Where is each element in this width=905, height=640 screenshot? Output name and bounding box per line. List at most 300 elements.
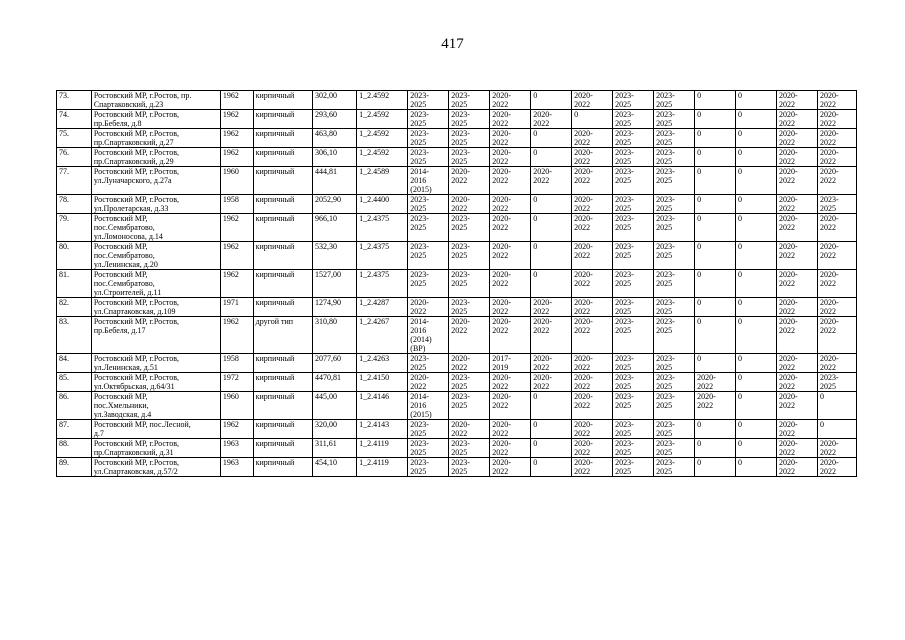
code-cell: 1_2.4375 [357,214,408,242]
period-cell: 2020- 2022 [817,242,856,270]
period-cell: 0 [736,439,777,458]
period-cell: 2023- 2025 [654,420,695,439]
page-number: 417 [441,36,464,52]
period-cell: 2020- 2022 [777,110,818,129]
period-cell: 2020- 2022 [777,91,818,110]
period-cell: 2020- 2022 [777,242,818,270]
period-cell: 2020- 2022 [572,373,613,392]
period-cell: 0 [531,242,572,270]
period-cell: 0 [695,214,736,242]
code-cell: 1_2.4375 [357,270,408,298]
period-cell: 2020- 2022 [572,270,613,298]
build-year-cell: 1962 [220,129,253,148]
code-cell: 1_2.4150 [357,373,408,392]
period-cell: 0 [695,195,736,214]
period-cell: 2023- 2025 [449,439,490,458]
table-row [57,392,857,420]
period-cell: 2020- 2022 [490,439,531,458]
row-number: 80. [57,242,92,270]
address-cell: Ростовский МР, пос.Лесной, д.7 [91,420,220,439]
period-cell: 0 [736,242,777,270]
table-row [57,91,857,110]
period-cell: 2020- 2022 [817,167,856,195]
period-cell: 2023- 2025 [449,214,490,242]
row-number: 73. [57,91,92,110]
period-cell: 2020- 2022 [531,298,572,317]
period-cell: 0 [817,392,856,420]
period-cell: 2020- 2022 [449,420,490,439]
build-year-cell: 1958 [220,354,253,373]
build-year-cell: 1963 [220,439,253,458]
table-row [57,148,857,167]
period-cell: 2020- 2022 [777,270,818,298]
period-cell: 2020- 2022 [572,91,613,110]
period-cell: 2020- 2022 [777,420,818,439]
period-cell: 2020- 2022 [777,373,818,392]
period-cell: 2020- 2022 [490,110,531,129]
code-cell: 1_2.4592 [357,91,408,110]
period-cell: 2023- 2025 [449,298,490,317]
table-row [57,270,857,298]
period-cell: 2020- 2022 [817,298,856,317]
period-cell: 2023- 2025 [654,270,695,298]
build-year-cell: 1962 [220,270,253,298]
period-cell: 2020- 2022 [490,373,531,392]
address-cell: Ростовский МР, г.Ростов, ул.Луначарского, д.27а [91,167,220,195]
period-cell: 2020- 2022 [490,242,531,270]
period-cell: 0 [531,148,572,167]
period-cell: 0 [695,439,736,458]
period-cell: 2020- 2022 [572,420,613,439]
code-cell: 1_2.4592 [357,129,408,148]
period-cell: 2020- 2022 [572,317,613,354]
period-cell: 2020- 2022 [817,110,856,129]
period-cell: 0 [695,148,736,167]
period-cell: 2023- 2025 [613,354,654,373]
period-cell: 2020- 2022 [777,458,818,477]
table-row [57,298,857,317]
period-cell: 0 [736,458,777,477]
period-cell: 2017- 2019 [490,354,531,373]
area-cell: 4470,81 [313,373,357,392]
period-cell: 2023- 2025 [654,195,695,214]
period-cell: 2023- 2025 [613,317,654,354]
period-cell: 2023- 2025 [408,242,449,270]
row-number: 74. [57,110,92,129]
code-cell: 1_2.4589 [357,167,408,195]
area-cell: 306,10 [313,148,357,167]
period-cell: 2023- 2025 [449,270,490,298]
period-cell: 2014- 2016 (2014) (ВР) [408,317,449,354]
period-cell: 2020- 2022 [572,242,613,270]
area-cell: 1274,90 [313,298,357,317]
area-cell: 1527,00 [313,270,357,298]
period-cell: 2023- 2025 [613,270,654,298]
wall-material-cell: кирпичный [253,392,312,420]
address-cell: Ростовский МР, пос.Хмельники, ул.Заводская, д.4 [91,392,220,420]
build-year-cell: 1962 [220,148,253,167]
period-cell: 0 [736,214,777,242]
table-row [57,242,857,270]
period-cell: 2023- 2025 [408,148,449,167]
period-cell: 2020- 2022 [817,214,856,242]
address-cell: Ростовский МР, г.Ростов, пр.Бебеля, д.17 [91,317,220,354]
wall-material-cell: кирпичный [253,354,312,373]
address-cell: Ростовский МР, г.Ростов, ул.Спартаковская, д.109 [91,298,220,317]
period-cell: 2020- 2022 [777,354,818,373]
period-cell: 2020- 2022 [572,458,613,477]
period-cell: 2023- 2025 [613,373,654,392]
period-cell: 2023- 2025 [613,129,654,148]
period-cell: 2020- 2022 [490,270,531,298]
period-cell: 2023- 2025 [449,458,490,477]
period-cell: 2020- 2022 [817,270,856,298]
period-cell: 0 [695,129,736,148]
area-cell: 311,61 [313,439,357,458]
period-cell: 0 [531,214,572,242]
period-cell: 2023- 2025 [449,242,490,270]
period-cell: 2023- 2025 [408,129,449,148]
period-cell: 2020- 2022 [531,110,572,129]
period-cell: 2020- 2022 [531,317,572,354]
period-cell: 0 [736,354,777,373]
period-cell: 2023- 2025 [654,317,695,354]
period-cell: 0 [736,392,777,420]
period-cell: 0 [736,270,777,298]
period-cell: 2023- 2025 [654,392,695,420]
period-cell: 0 [695,270,736,298]
row-number: 76. [57,148,92,167]
period-cell: 2023- 2025 [408,195,449,214]
period-cell: 2020- 2022 [695,373,736,392]
code-cell: 1_2.4263 [357,354,408,373]
period-cell: 2020- 2022 [572,167,613,195]
period-cell: 2023- 2025 [613,91,654,110]
period-cell: 2020- 2022 [490,129,531,148]
period-cell: 2020- 2022 [817,129,856,148]
period-cell: 2020- 2022 [490,148,531,167]
period-cell: 2023- 2025 [613,420,654,439]
period-cell: 2020- 2022 [490,91,531,110]
period-cell: 2023- 2025 [613,167,654,195]
table-row [57,110,857,129]
period-cell: 2020- 2022 [531,354,572,373]
period-cell: 2020- 2022 [449,354,490,373]
period-cell: 2020- 2022 [449,195,490,214]
wall-material-cell: кирпичный [253,242,312,270]
wall-material-cell: кирпичный [253,91,312,110]
period-cell: 0 [736,298,777,317]
build-year-cell: 1962 [220,420,253,439]
period-cell: 2020- 2022 [777,298,818,317]
period-cell: 2020- 2022 [490,195,531,214]
address-cell: Ростовский МР, г.Ростов, ул.Ленинская, д.51 [91,354,220,373]
area-cell: 463,80 [313,129,357,148]
build-year-cell: 1962 [220,214,253,242]
wall-material-cell: кирпичный [253,148,312,167]
period-cell: 2020- 2022 [777,214,818,242]
table-row [57,214,857,242]
area-cell: 2052,90 [313,195,357,214]
period-cell: 0 [736,195,777,214]
build-year-cell: 1958 [220,195,253,214]
code-cell: 1_2.4592 [357,110,408,129]
period-cell: 2023- 2025 [408,458,449,477]
period-cell: 2023- 2025 [654,373,695,392]
period-cell: 2023- 2025 [408,439,449,458]
code-cell: 1_2.4143 [357,420,408,439]
period-cell: 2023- 2025 [449,148,490,167]
area-cell: 444,81 [313,167,357,195]
code-cell: 1_2.4267 [357,317,408,354]
area-cell: 293,60 [313,110,357,129]
table-row [57,317,857,354]
wall-material-cell: кирпичный [253,420,312,439]
period-cell: 2020- 2022 [408,298,449,317]
period-cell: 2014- 2016 (2015) [408,392,449,420]
period-cell: 2023- 2025 [449,392,490,420]
period-cell: 2023- 2025 [613,439,654,458]
period-cell: 2023- 2025 [654,91,695,110]
period-cell: 0 [736,373,777,392]
period-cell: 2020- 2022 [777,129,818,148]
area-cell: 445,00 [313,392,357,420]
address-cell: Ростовский МР, г.Ростов, ул.Октябрьская, д.64/31 [91,373,220,392]
address-cell: Ростовский МР, пос.Семибратово, ул.Строителей, д.11 [91,270,220,298]
wall-material-cell: другой тип [253,317,312,354]
code-cell: 1_2.4287 [357,298,408,317]
period-cell: 2023- 2025 [654,214,695,242]
table-row [57,354,857,373]
period-cell: 0 [531,439,572,458]
period-cell: 0 [695,420,736,439]
period-cell: 2020- 2022 [572,129,613,148]
area-cell: 532,30 [313,242,357,270]
period-cell: 2023- 2025 [613,242,654,270]
address-cell: Ростовский МР, пос.Семибратово, ул.Ломоносова, д.14 [91,214,220,242]
period-cell: 2023- 2025 [408,91,449,110]
address-cell: Ростовский МР, г.Ростов, пр.Спартаковский, д.31 [91,439,220,458]
period-cell: 2020- 2022 [490,317,531,354]
address-cell: Ростовский МР, г.Ростов, ул.Спартаковская, д.57/2 [91,458,220,477]
address-cell: Ростовский МР, г.Ростов, пр.Бебеля, д.8 [91,110,220,129]
address-cell: Ростовский МР, г.Ростов, ул.Пролетарская, д.33 [91,195,220,214]
code-cell: 1_2.4592 [357,148,408,167]
period-cell: 2023- 2025 [654,148,695,167]
wall-material-cell: кирпичный [253,458,312,477]
row-number: 84. [57,354,92,373]
period-cell: 2023- 2025 [654,458,695,477]
build-year-cell: 1962 [220,91,253,110]
wall-material-cell: кирпичный [253,110,312,129]
period-cell: 2023- 2025 [654,439,695,458]
period-cell: 0 [736,167,777,195]
wall-material-cell: кирпичный [253,270,312,298]
table-row [57,167,857,195]
period-cell: 2020- 2022 [490,392,531,420]
row-number: 79. [57,214,92,242]
row-number: 86. [57,392,92,420]
period-cell: 2020- 2022 [777,392,818,420]
row-number: 87. [57,420,92,439]
wall-material-cell: кирпичный [253,373,312,392]
period-cell: 2020- 2022 [572,392,613,420]
period-cell: 2023- 2025 [817,195,856,214]
period-cell: 2020- 2022 [777,148,818,167]
build-year-cell: 1960 [220,167,253,195]
period-cell: 2020- 2022 [408,373,449,392]
build-year-cell: 1962 [220,242,253,270]
code-cell: 1_2.4146 [357,392,408,420]
period-cell: 2020- 2022 [449,317,490,354]
period-cell: 2020- 2022 [490,167,531,195]
period-cell: 0 [695,167,736,195]
code-cell: 1_2.4119 [357,458,408,477]
period-cell: 2020- 2022 [777,167,818,195]
table-row [57,195,857,214]
period-cell: 2020- 2022 [572,148,613,167]
wall-material-cell: кирпичный [253,167,312,195]
period-cell: 2023- 2025 [613,195,654,214]
period-cell: 2023- 2025 [654,129,695,148]
address-cell: Ростовский МР, г.Ростов, пр. Спартаковский, д.23 [91,91,220,110]
period-cell: 0 [531,91,572,110]
area-cell: 454,10 [313,458,357,477]
period-cell: 2023- 2025 [613,392,654,420]
period-cell: 2020- 2022 [490,214,531,242]
wall-material-cell: кирпичный [253,439,312,458]
period-cell: 2023- 2025 [408,214,449,242]
period-cell: 0 [531,420,572,439]
address-cell: Ростовский МР, г.Ростов, пр.Спартаковский, д.27 [91,129,220,148]
wall-material-cell: кирпичный [253,214,312,242]
period-cell: 2023- 2025 [449,91,490,110]
period-cell: 2020- 2022 [817,354,856,373]
period-cell: 2020- 2022 [490,298,531,317]
row-number: 75. [57,129,92,148]
period-cell: 0 [572,110,613,129]
period-cell: 2023- 2025 [408,354,449,373]
period-cell: 2014- 2016 (2015) [408,167,449,195]
period-cell: 2023- 2025 [654,354,695,373]
period-cell: 0 [695,458,736,477]
table-row [57,458,857,477]
period-cell: 0 [736,129,777,148]
period-cell: 2023- 2025 [654,110,695,129]
period-cell: 2020- 2022 [572,195,613,214]
table-row [57,373,857,392]
period-cell: 2023- 2025 [613,110,654,129]
table-row [57,439,857,458]
period-cell: 2023- 2025 [613,298,654,317]
address-cell: Ростовский МР, г.Ростов, пр.Спартаковский, д.29 [91,148,220,167]
period-cell: 2020- 2022 [817,91,856,110]
period-cell: 2023- 2025 [408,270,449,298]
row-number: 77. [57,167,92,195]
code-cell: 1_2.4400 [357,195,408,214]
period-cell: 0 [736,148,777,167]
period-cell: 2020- 2022 [817,317,856,354]
period-cell: 2020- 2022 [817,439,856,458]
period-cell: 2023- 2025 [449,373,490,392]
period-cell: 2023- 2025 [449,110,490,129]
wall-material-cell: кирпичный [253,129,312,148]
period-cell: 2020- 2022 [572,214,613,242]
period-cell: 2020- 2022 [449,167,490,195]
wall-material-cell: кирпичный [253,298,312,317]
period-cell: 0 [736,91,777,110]
period-cell: 2023- 2025 [654,242,695,270]
period-cell: 2023- 2025 [613,214,654,242]
period-cell: 2023- 2025 [817,373,856,392]
period-cell: 2020- 2022 [572,354,613,373]
period-cell: 0 [736,317,777,354]
period-cell: 2023- 2025 [408,110,449,129]
area-cell: 302,00 [313,91,357,110]
period-cell: 0 [817,420,856,439]
period-cell: 2023- 2025 [613,458,654,477]
period-cell: 0 [695,110,736,129]
row-number: 83. [57,317,92,354]
row-number: 85. [57,373,92,392]
period-cell: 2020- 2022 [572,439,613,458]
build-year-cell: 1972 [220,373,253,392]
build-year-cell: 1962 [220,110,253,129]
period-cell: 2020- 2022 [695,392,736,420]
period-cell: 2023- 2025 [613,148,654,167]
period-cell: 2020- 2022 [490,458,531,477]
period-cell: 2020- 2022 [777,439,818,458]
period-cell: 2023- 2025 [654,298,695,317]
period-cell: 0 [531,195,572,214]
period-cell: 0 [531,129,572,148]
area-cell: 2077,60 [313,354,357,373]
period-cell: 0 [695,317,736,354]
period-cell: 2023- 2025 [654,167,695,195]
code-cell: 1_2.4375 [357,242,408,270]
code-cell: 1_2.4119 [357,439,408,458]
period-cell: 2020- 2022 [531,167,572,195]
address-cell: Ростовский МР, пос.Семибратово, ул.Ленинская, д.20 [91,242,220,270]
period-cell: 0 [531,458,572,477]
wall-material-cell: кирпичный [253,195,312,214]
build-year-cell: 1960 [220,392,253,420]
table-row [57,420,857,439]
period-cell: 0 [531,270,572,298]
period-cell: 2023- 2025 [449,129,490,148]
build-year-cell: 1971 [220,298,253,317]
area-cell: 310,80 [313,317,357,354]
housing-registry-table [56,90,857,477]
period-cell: 2020- 2022 [572,298,613,317]
period-cell: 2020- 2022 [490,420,531,439]
period-cell: 2020- 2022 [531,373,572,392]
period-cell: 0 [531,392,572,420]
period-cell: 0 [695,91,736,110]
period-cell: 0 [736,110,777,129]
row-number: 88. [57,439,92,458]
build-year-cell: 1962 [220,317,253,354]
period-cell: 2020- 2022 [817,148,856,167]
period-cell: 2023- 2025 [408,420,449,439]
area-cell: 320,00 [313,420,357,439]
row-number: 89. [57,458,92,477]
period-cell: 2020- 2022 [777,195,818,214]
row-number: 78. [57,195,92,214]
period-cell: 2020- 2022 [817,458,856,477]
period-cell: 2020- 2022 [777,317,818,354]
row-number: 82. [57,298,92,317]
